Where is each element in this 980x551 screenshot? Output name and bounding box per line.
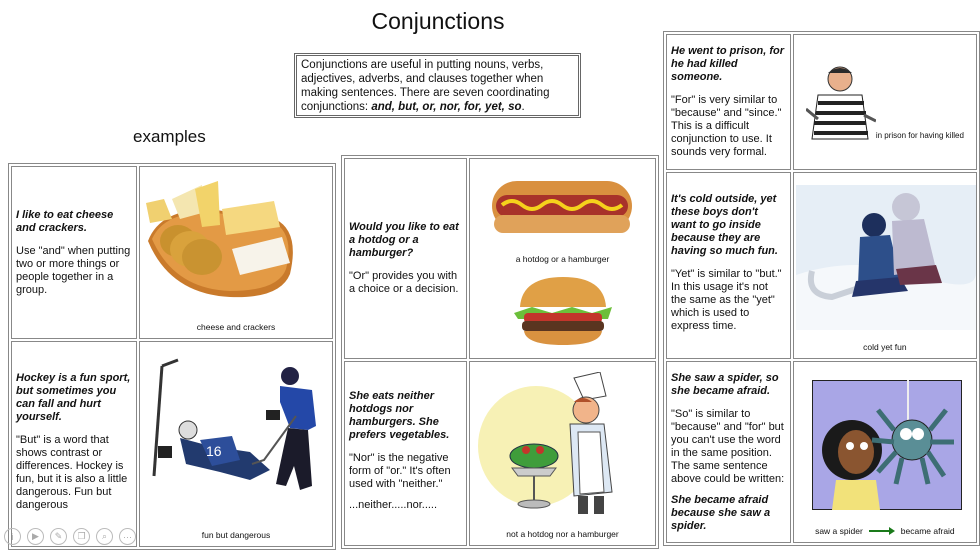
info-icon[interactable]: i: [4, 528, 21, 545]
nor-extra: ...neither.....nor.....: [349, 499, 438, 511]
examples-heading: examples: [133, 127, 206, 146]
but-sentence: Hockey is a fun sport, but sometimes you can fall and hurt yourself.: [16, 372, 131, 423]
hockey-players-image: [140, 356, 332, 516]
nor-image-cell: [469, 361, 656, 546]
but-explanation: "But" is a word that shows contrast or differences. Hockey is fun, but it is also a little dangerous. Fun but dangerous: [16, 434, 128, 511]
middle-example-table: [341, 155, 659, 549]
or-image-cell: [469, 158, 656, 359]
chef-with-salad-image: [474, 372, 652, 522]
nor-caption: not a hotdog nor a hamburger: [506, 529, 619, 539]
so-image-cell: [793, 361, 977, 543]
right-example-table: [663, 31, 980, 546]
zoom-icon[interactable]: ⌕: [96, 528, 113, 545]
intro-text: Conjunctions are useful in putting nouns, verbs, adjectives, adverbs, and clauses together when making sentences. There are seven coordinating conjunctions:: [301, 59, 550, 113]
cheese-and-crackers-image: [140, 179, 332, 309]
or-text-cell: [344, 158, 467, 359]
nor-explanation: "Nor" is the negative form of "or." It's often used with "neither.": [349, 452, 451, 490]
so-caption-right: became afraid: [900, 526, 955, 536]
intro-box: [296, 55, 579, 116]
and-explanation: Use "and" when putting two or more things or people together in a group.: [16, 244, 131, 296]
intro-conjunction-list: and, but, or, nor, for, yet, so: [371, 101, 522, 113]
girl-and-spider-image: [812, 380, 962, 510]
for-caption: in prison for having killed: [875, 131, 964, 140]
nor-text-cell: [344, 361, 467, 546]
yet-text-cell: [666, 172, 791, 359]
yet-sentence: It's cold outside, yet these boys don't want to go inside because they are having so much fun.: [671, 193, 778, 257]
yet-caption: cold yet fun: [863, 342, 907, 352]
intro-end: .: [521, 101, 525, 113]
boys-in-snow-image: [796, 185, 976, 330]
arrow-right-icon: [869, 526, 895, 536]
or-explanation: "Or" provides you with a choice or a decision.: [349, 270, 459, 295]
edit-icon[interactable]: ✎: [50, 528, 67, 545]
or-caption: a hotdog or a hamburger: [515, 254, 610, 264]
play-icon[interactable]: ▶: [27, 528, 44, 545]
for-explanation: "For" is very similar to "because" and "since." This is a difficult conjunction to use. It sounds very formal.: [671, 94, 782, 158]
nor-sentence: She eats neither hotdogs nor hamburgers. She prefers vegetables.: [349, 390, 450, 441]
so-extra: She became afraid because she saw a spider.: [671, 493, 771, 532]
so-caption-left: saw a spider: [815, 526, 863, 536]
copy-icon[interactable]: ❐: [73, 528, 90, 545]
page-title: Conjunctions: [371, 8, 505, 34]
viewer-toolbar: [4, 528, 136, 545]
so-caption-row: [794, 526, 976, 536]
but-image-cell: [139, 341, 333, 547]
hamburger-image: [512, 275, 614, 347]
for-sentence: He went to prison, for he had killed someone.: [671, 45, 785, 83]
hotdog-image: [488, 173, 638, 243]
so-text-cell: [666, 361, 791, 543]
so-explanation: "So" is similar to "because" and "for" but you can't use the word in the same position. The same sentence above could be written:: [671, 407, 785, 485]
for-image-cell: [793, 34, 977, 170]
and-text-cell: [11, 166, 137, 339]
but-text-cell: [11, 341, 137, 547]
for-text-cell: [666, 34, 791, 170]
yet-image-cell: [793, 172, 977, 359]
and-image-cell: [139, 166, 333, 339]
and-caption: cheese and crackers: [196, 322, 276, 332]
yet-explanation: "Yet" is similar to "but." In this usage it's not the same as the "yet" which is used to express time.: [671, 268, 782, 332]
but-caption: fun but dangerous: [201, 530, 271, 540]
or-sentence: Would you like to eat a hotdog or a hamburger?: [349, 221, 459, 259]
svg-text:16: 16: [206, 443, 222, 459]
so-sentence: She saw a spider, so she became afraid.: [671, 371, 779, 397]
more-icon[interactable]: ···: [119, 528, 136, 545]
and-sentence: I like to eat cheese and crackers.: [16, 208, 114, 234]
left-example-table: [8, 163, 336, 550]
